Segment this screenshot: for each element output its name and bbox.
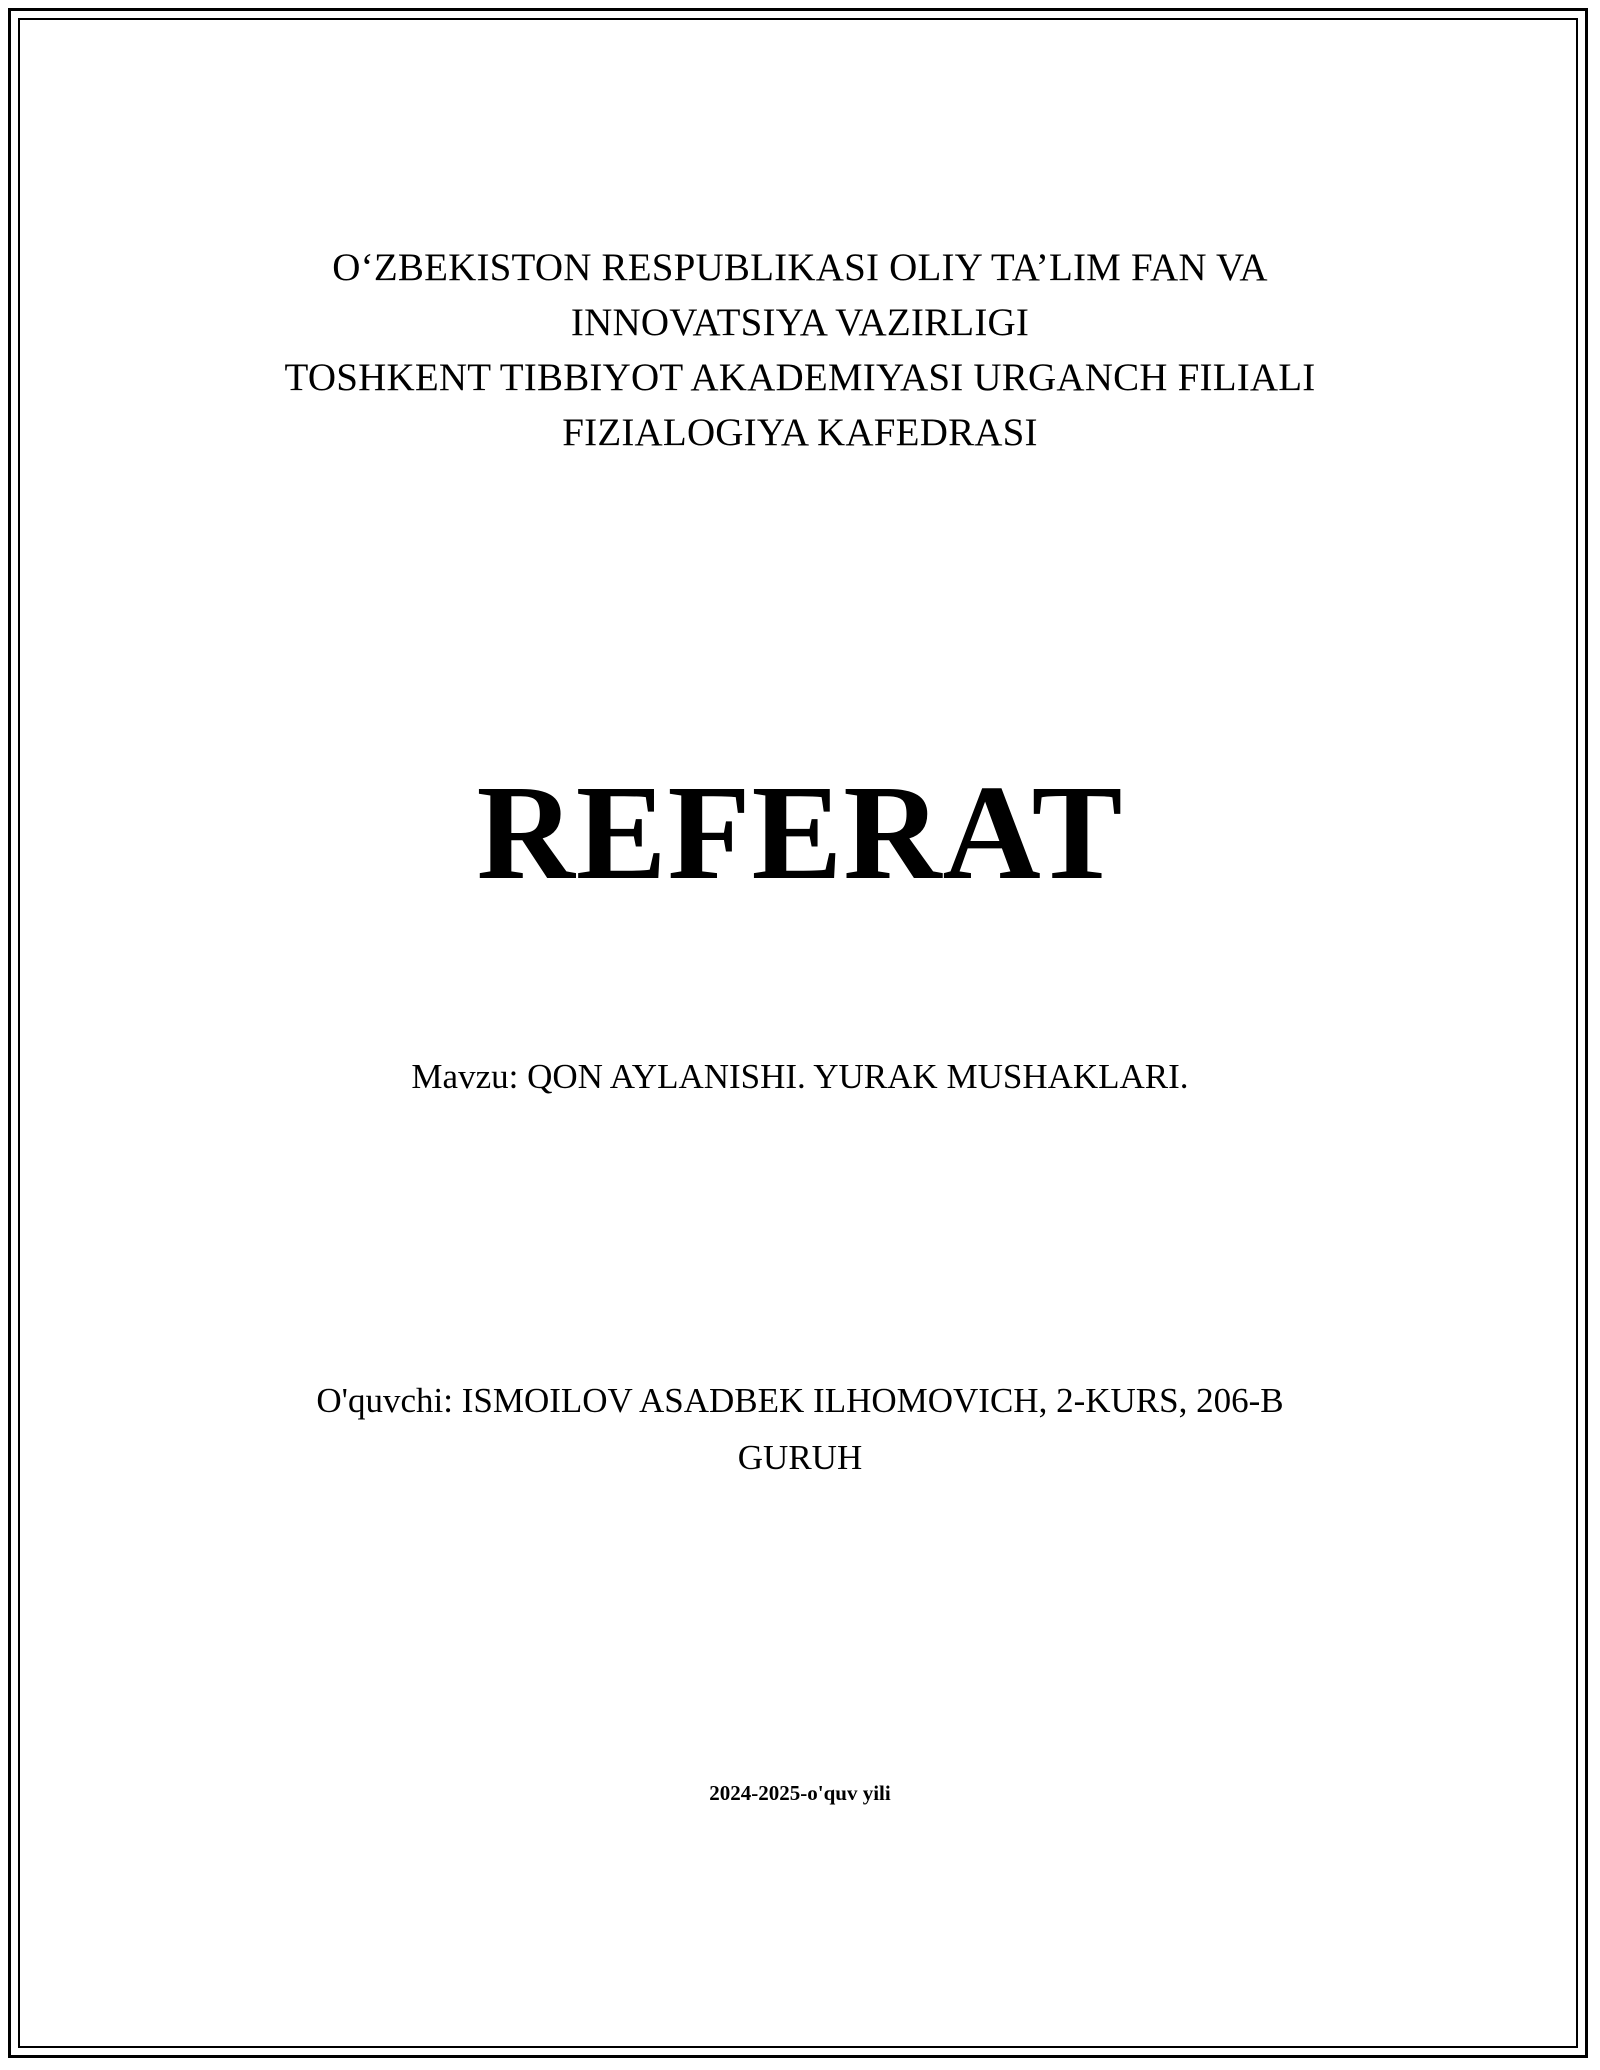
header-line-ministry-1: O‘ZBEKISTON RESPUBLIKASI OLIY TA’LIM FAN VA — [332, 246, 1268, 289]
student-info — [0, 1372, 1600, 1486]
header-line-academy: TOSHKENT TIBBIYOT AKADEMIYASI URGANCH FILIALI — [284, 356, 1316, 399]
document-topic: Mavzu: QON AYLANISHI. YURAK MUSHAKLARI. — [411, 1057, 1189, 1096]
header-line-ministry-2: INNOVATSIYA VAZIRLIGI — [570, 301, 1030, 344]
header-line-department: FIZIALOGIYA KAFEDRASI — [562, 411, 1038, 454]
academic-year: 2024-2025-o'quv yili — [709, 1781, 891, 1805]
student-line-2: GURUH — [737, 1438, 863, 1477]
document-title: REFERAT — [476, 758, 1124, 908]
institution-header — [0, 240, 1600, 460]
student-line-1: O'quvchi: ISMOILOV ASADBEK ILHOMOVICH, 2-KURS, 206-B — [316, 1381, 1284, 1420]
